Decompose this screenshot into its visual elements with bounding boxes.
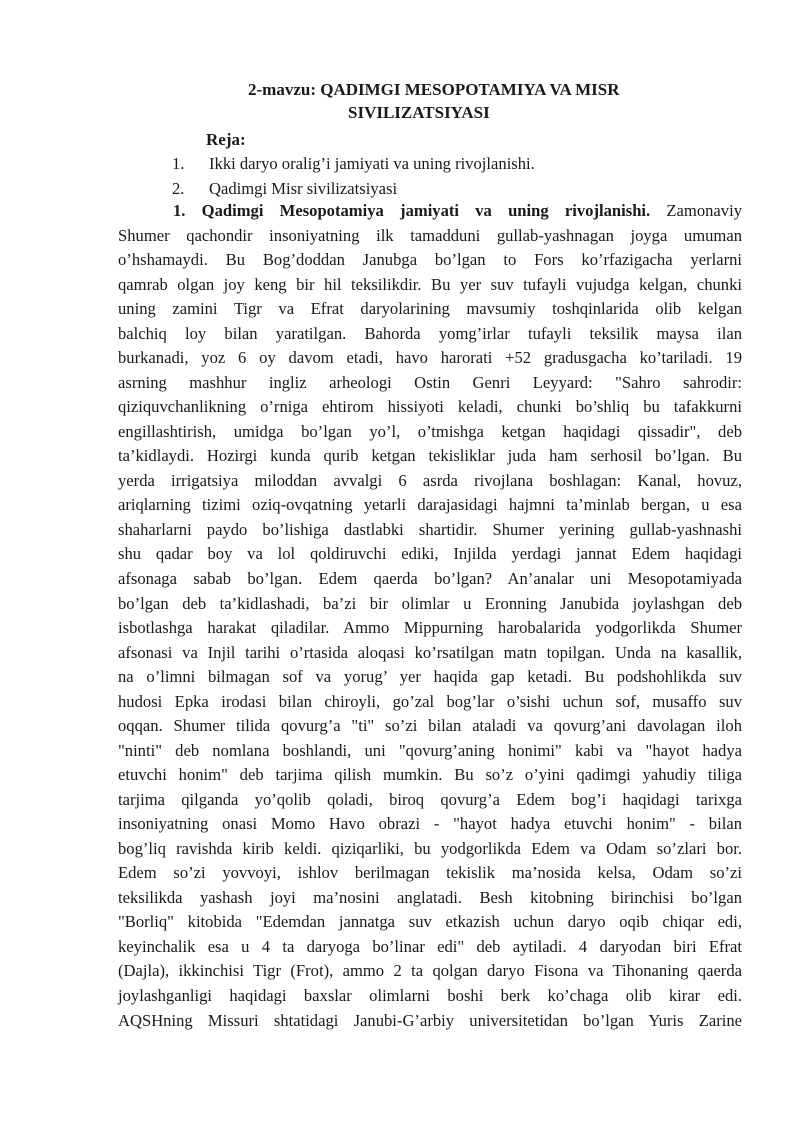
body-line: afsonasi va Injil tarihi o’rtasida aloqasi ko’rsatilgan matn topilgan. Unda na kasallik, [118,642,742,662]
title-line-2: SIVILIZATSIYASI [348,103,490,122]
body-line: yerda irrigatsiya miloddan avvalgi 6 asrda rivojlana boshlagan: Kanal, hovuz, [118,470,742,490]
body-line: insoniyatning onasi Momo Havo obrazi - "hayot hadya etuvchi honim" - bilan [118,814,742,834]
body-line: teksilikda yashash joyi ma’nosini anglatadi. Besh kitobning birinchisi bo’lgan [118,887,742,907]
body-line: joylashganligi haqidagi baxslar olimlarni boshi berk ko’chaga olib kirar edi. [118,986,742,1005]
body-line: shu qadar boy va lol qoldiruvchi ediki, Injilda yerdagi jannat Edem haqidagi [118,544,742,564]
body-line: asrning mashhur ingliz arheologi Ostin Genri Leyyard: "Sahro sahrodir: [118,372,742,392]
body-line: tarjima qilganda yo’qolib qoladi, biroq qovurg’a Edem bog’i haqidagi tarixga [118,789,742,809]
body-line: hudosi Epka irodasi bilan chiroyli, go’zal bog’lar o’sishi uchun sof, musaffo suv [118,691,742,711]
body-line: o’hshamaydi. Bu Bog’doddan Janubga bo’lgan to Fors ko’rfazigacha yerlarni [118,250,742,270]
section-heading: 1. Qadimgi Mesopotamiya jamiyati va uning rivojlanishi. [173,201,651,220]
body-text [118,199,742,1033]
title-line-1: 2-mavzu: QADIMGI MESOPOTAMIYA VA MISR [248,80,620,99]
body-line: na o’limni bilmagan sof va yorug’ yer haqida gap ketadi. Bu podshohlikda suv [118,667,742,687]
plan-item-number: 2. [172,178,185,198]
page-title [118,78,738,124]
body-line: bo’lgan deb ta’kidlashadi, ba’zi bir olimlar u Eronning Janubida joylashgan deb [118,593,742,613]
body-line: burkanadi, yoz 6 oy davom etadi, havo harorati +52 gradusgacha ko’tariladi. 19 [118,348,742,368]
body-line: qamrab olgan joy keng bir hil teksilikdir. Bu yer suv tufayli vujudga kelgan, chunki [118,274,742,294]
body-line: "Borliq" kitobida "Edemdan jannatga suv etkazish uchun daryo oqib chiqar edi, [118,912,742,932]
plan-item [172,177,732,202]
plan-item [172,152,732,177]
body-line: (Dajla), ikkinchisi Tigr (Frot), ammo 2 ta qolgan daryo Fisona va Tihonaning qaerda [118,961,742,981]
body-line-text: Zamonaviy [666,201,742,220]
body-line: uning zamini Tigr va Efrat daryolarining mavsumiy toshqinlarida olib kelgan [118,299,742,319]
plan-item-text: Ikki daryo oralig’i jamiyati va uning rivojlanishi. [209,154,535,173]
plan-item-text: Qadimgi Misr sivilizatsiyasi [209,178,398,198]
body-line: AQSHning Missuri shtatidagi Janubi-G’arbiy universitetidan bo’lgan Yuris Zarine [118,1010,742,1030]
body-line: Edem so’zi yovvoyi, ishlov berilmagan tekislik ma’nosida kelsa, Odam so’zi [118,863,742,883]
body-line: ariqlarning tizimi oziq-ovqatning yetarli darajasidagi hajmni ta’minlab bergan, u esa [118,495,742,515]
body-line: bog’liq ravishda kirib keldi. qiziqarliki, bu yodgorlikda Edem va Odam so’zlari bor. [118,838,742,858]
body-line: "ninti" deb nomlana boshlandi, uni "qovurg’aning honimi" kabi va "hayot hadya [118,740,742,760]
body-line: ta’kidlaydi. Hozirgi kunda qurib ketgan tekisliklar juda ham serhosil bo’lgan. Bu [118,446,742,466]
body-line: balchiq loy bilan yaratilgan. Bahorda yomg’irlar tufayli teksilik maysa ilan [118,323,742,343]
plan-item-number: 1. [172,154,185,173]
body-line: afsonaga sabab bo’lgan. Edem qaerda bo’lgan? An’analar uni Mesopotamiyada [118,568,742,588]
body-line: oqqan. Shumer tilida qovurg’a "ti" so’zi bilan ataladi va qovurg’ani davolagan iloh [118,716,742,736]
body-line: isbotlashga harakat qiladilar. Ammo Mippurning harobalarida yodgorlikda Shumer [118,618,742,638]
body-line [118,199,742,224]
body-line: keyinchalik esa u 4 ta daryoga bo’linar edi" deb aytiladi. 4 daryodan biri Efrat [118,936,742,956]
body-line: etuvchi honim" deb tarjima qilish mumkin. Bu so’z o’yini qadimgi yahudiy tiliga [118,765,742,785]
body-line: shaharlarni paydo bo’lishiga dastlabki shartidir. Shumer yerining gullab-yashnashi [118,519,742,539]
plan-list [172,152,732,201]
body-line: engillashtirish, umidga bo’lgan yo’l, o’tmishga ketgan haqidagi qissadir", deb [118,421,742,441]
body-line: qiziquvchanlikning o’rniga ehtirom hissiyoti keladi, chunki bo’shliq bu tafakkurni [118,397,742,417]
body-line: Shumer qachondir insoniyatning ilk tamadduni gullab-yashnagan joyga umuman [118,225,742,245]
plan-heading: Reja: [206,130,246,149]
